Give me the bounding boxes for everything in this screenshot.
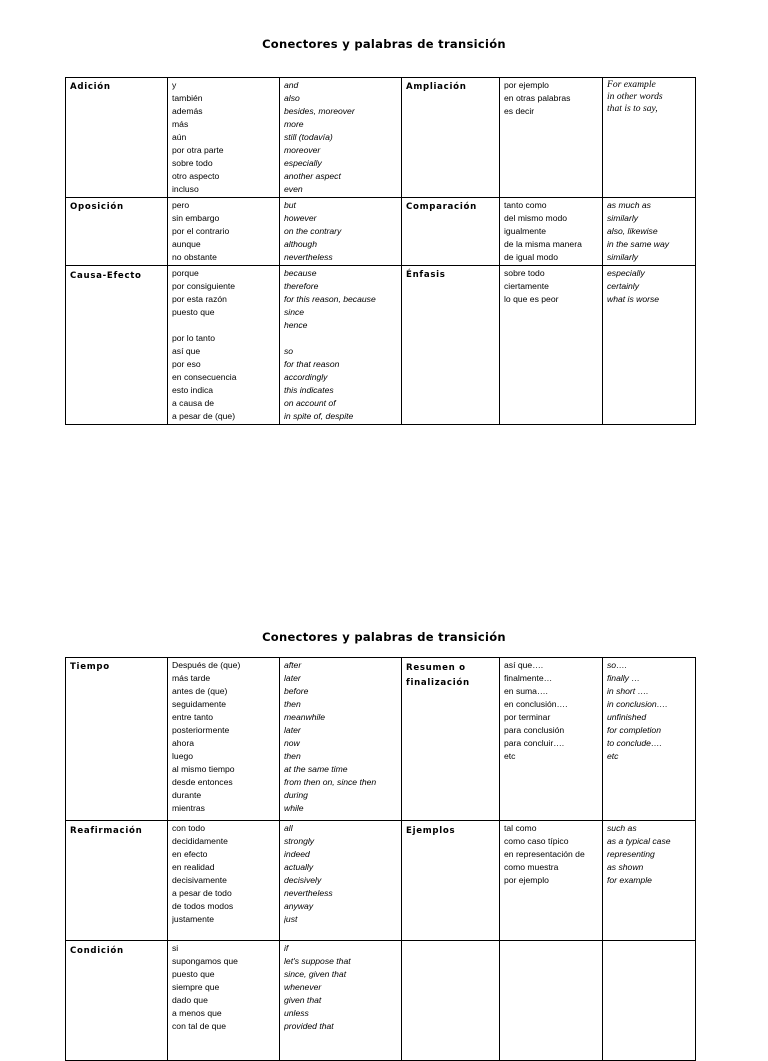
category-label: Énfasis (402, 266, 500, 425)
term-line: para concluir…. (504, 738, 565, 748)
term-line: then (284, 751, 301, 761)
term-line: similarly (607, 252, 639, 262)
term-line: de todos modos (172, 901, 234, 911)
term-line: entre tanto (172, 712, 214, 722)
category-label: Ampliación (402, 78, 500, 198)
term-line: still (todavía) (284, 132, 333, 142)
term-line: en representación de (504, 849, 585, 859)
term-line: etc (607, 751, 619, 761)
term-line: por terminar (504, 712, 551, 722)
term-line: certainly (607, 281, 639, 291)
english-terms (603, 658, 696, 821)
term-line: another aspect (284, 171, 341, 181)
term-line: de la misma manera (504, 239, 582, 249)
table-row (66, 821, 696, 941)
term-line: en consecuencia (172, 372, 237, 382)
term-line: puesto que (172, 969, 215, 979)
term-line: luego (172, 751, 194, 761)
term-line: también (172, 93, 203, 103)
term-line: a pesar de (que) (172, 411, 236, 421)
term-line: provided that (284, 1021, 334, 1031)
term-line: besides, moreover (284, 106, 355, 116)
category-label: Comparación (402, 198, 500, 266)
english-terms (280, 78, 402, 198)
term-line: como caso típico (504, 836, 569, 846)
category-label: Oposición (66, 198, 168, 266)
term-line: siempre que (172, 982, 220, 992)
term-line: after (284, 660, 302, 670)
term-line: por consiguiente (172, 281, 236, 291)
term-line: pero (172, 200, 190, 210)
term-line: meanwhile (284, 712, 326, 722)
term-line: such as (607, 823, 637, 833)
term-line: on the contrary (284, 226, 342, 236)
term-line: especially (284, 158, 322, 168)
term-line: finally … (607, 673, 640, 683)
term-line: y (172, 80, 177, 90)
term-line: because (284, 268, 317, 278)
term-line: as much as (607, 200, 651, 210)
term-line: porque (172, 268, 199, 278)
english-terms (603, 821, 696, 941)
term-line: For example (607, 79, 656, 90)
spanish-terms (500, 658, 603, 821)
term-line: just (284, 914, 298, 924)
term-line: in conclusion…. (607, 699, 668, 709)
term-line: unless (284, 1008, 309, 1018)
term-line: más (172, 119, 189, 129)
term-line: en realidad (172, 862, 215, 872)
term-line: aún (172, 132, 187, 142)
term-line: con tal de que (172, 1021, 226, 1031)
term-line: strongly (284, 836, 315, 846)
term-line: en otras palabras (504, 93, 571, 103)
english-terms (280, 198, 402, 266)
term-line: incluso (172, 184, 199, 194)
term-line: por el contrario (172, 226, 230, 236)
table-row (66, 658, 696, 821)
category-label: Reafirmación (66, 821, 168, 941)
term-line: if (284, 943, 289, 953)
term-line: es decir (504, 106, 535, 116)
spanish-terms (168, 198, 280, 266)
term-line: ciertamente (504, 281, 549, 291)
term-line: posteriormente (172, 725, 230, 735)
table-row (66, 78, 696, 198)
term-line: esto indica (172, 385, 214, 395)
spanish-terms (500, 198, 603, 266)
category-label (402, 941, 500, 1061)
term-line: ahora (172, 738, 194, 748)
term-line: later (284, 673, 301, 683)
term-line: before (284, 686, 309, 696)
term-line: since (284, 307, 305, 317)
term-line: a pesar de todo (172, 888, 232, 898)
term-line: no obstante (172, 252, 217, 262)
category-label: Condición (66, 941, 168, 1061)
term-line: given that (284, 995, 322, 1005)
term-line: hence (284, 320, 308, 330)
section-title: Conectores y palabras de transición (262, 37, 506, 51)
term-line: even (284, 184, 303, 194)
term-line: whenever (284, 982, 322, 992)
spanish-terms (500, 266, 603, 425)
term-line: decisivamente (172, 875, 227, 885)
connectors-table (65, 77, 696, 425)
term-line: representing (607, 849, 655, 859)
term-line: in other words (607, 91, 663, 102)
term-line: accordingly (284, 372, 328, 382)
term-line: all (284, 823, 293, 833)
term-line: but (284, 200, 296, 210)
term-line: a causa de (172, 398, 215, 408)
term-line: as shown (607, 862, 644, 872)
term-line: especially (607, 268, 645, 278)
term-line: similarly (607, 213, 639, 223)
term-line: for completion (607, 725, 661, 735)
term-line: while (284, 803, 304, 813)
term-line: si (172, 943, 179, 953)
term-line: otro aspecto (172, 171, 220, 181)
term-line: anyway (284, 901, 314, 911)
term-line: como muestra (504, 862, 559, 872)
term-line: nevertheless (284, 888, 333, 898)
term-line: unfinished (607, 712, 647, 722)
term-line: from then on, since then (284, 777, 377, 787)
term-line: decididamente (172, 836, 228, 846)
english-terms (280, 941, 402, 1061)
term-line: for example (607, 875, 652, 885)
term-line: and (284, 80, 299, 90)
category-label: Tiempo (66, 658, 168, 821)
term-line: sin embargo (172, 213, 220, 223)
term-line: durante (172, 790, 202, 800)
term-line: now (284, 738, 300, 748)
english-terms (280, 658, 402, 821)
term-line: finalmente… (504, 673, 553, 683)
term-line: en suma…. (504, 686, 548, 696)
term-line: decisively (284, 875, 322, 885)
term-line: on account of (284, 398, 336, 408)
table-row (66, 266, 696, 425)
term-line: en conclusión…. (504, 699, 568, 709)
term-line: Después de (que) (172, 660, 241, 670)
term-line (172, 319, 275, 332)
term-line: así que…. (504, 660, 544, 670)
english-terms (280, 266, 402, 425)
category-label: Adición (66, 78, 168, 198)
term-line: justamente (172, 914, 215, 924)
spanish-terms (168, 821, 280, 941)
term-line: más tarde (172, 673, 211, 683)
term-line: since, given that (284, 969, 347, 979)
term-line: así que (172, 346, 201, 356)
term-line: for this reason, because (284, 294, 376, 304)
english-terms (603, 266, 696, 425)
term-line: at the same time (284, 764, 348, 774)
term-line: desde entonces (172, 777, 233, 787)
spanish-terms (500, 78, 603, 198)
term-line: during (284, 790, 308, 800)
term-line: por ejemplo (504, 875, 549, 885)
term-line: to conclude…. (607, 738, 662, 748)
term-line: later (284, 725, 301, 735)
spanish-terms (168, 941, 280, 1061)
term-line: in the same way (607, 239, 670, 249)
spanish-terms (168, 266, 280, 425)
term-line: then (284, 699, 301, 709)
term-line: puesto que (172, 307, 215, 317)
category-label: Ejemplos (402, 821, 500, 941)
term-line: seguidamente (172, 699, 226, 709)
term-line: in spite of, despite (284, 411, 354, 421)
term-line: sobre todo (172, 158, 213, 168)
term-line: con todo (172, 823, 205, 833)
term-line: por esta razón (172, 294, 227, 304)
table-row (66, 941, 696, 1061)
term-line: a menos que (172, 1008, 222, 1018)
term-line: además (172, 106, 203, 116)
english-terms (280, 821, 402, 941)
term-line: por ejemplo (504, 80, 549, 90)
term-line: en efecto (172, 849, 208, 859)
english-terms (603, 941, 696, 1061)
term-line: por lo tanto (172, 333, 215, 343)
term-line: in short …. (607, 686, 649, 696)
term-line: sobre todo (504, 268, 545, 278)
term-line: del mismo modo (504, 213, 568, 223)
term-line: so (284, 346, 294, 356)
term-line: however (284, 213, 317, 223)
term-line: also (284, 93, 300, 103)
term-line: that is to say, (607, 103, 658, 114)
term-line: de igual modo (504, 252, 558, 262)
term-line: as a typical case (607, 836, 671, 846)
term-line: nevertheless (284, 252, 333, 262)
term-line (284, 332, 397, 345)
term-line: lo que es peor (504, 294, 559, 304)
term-line: aunque (172, 239, 201, 249)
term-line: supongamos que (172, 956, 238, 966)
spanish-terms (500, 821, 603, 941)
term-line: moreover (284, 145, 321, 155)
term-line: for that reason (284, 359, 340, 369)
spanish-terms (168, 78, 280, 198)
term-line: por eso (172, 359, 201, 369)
term-line: mientras (172, 803, 205, 813)
term-line: igualmente (504, 226, 547, 236)
term-line: etc (504, 751, 516, 761)
term-line: dado que (172, 995, 208, 1005)
term-line: por otra parte (172, 145, 224, 155)
term-line: so…. (607, 660, 628, 670)
term-line: actually (284, 862, 314, 872)
term-line: para conclusión (504, 725, 565, 735)
term-line: al mismo tiempo (172, 764, 235, 774)
term-line: what is worse (607, 294, 660, 304)
category-label: Resumen o finalización (402, 658, 500, 821)
section-title: Conectores y palabras de transición (262, 630, 506, 644)
term-line: this indicates (284, 385, 334, 395)
term-line: also, likewise (607, 226, 658, 236)
spanish-terms (168, 658, 280, 821)
term-line: tal como (504, 823, 537, 833)
table-row (66, 198, 696, 266)
term-line: more (284, 119, 304, 129)
term-line: therefore (284, 281, 319, 291)
term-line: antes de (que) (172, 686, 228, 696)
spanish-terms (500, 941, 603, 1061)
term-line: let's suppose that (284, 956, 351, 966)
connectors-table (65, 657, 696, 1061)
term-line: although (284, 239, 317, 249)
english-terms (603, 78, 696, 198)
english-terms (603, 198, 696, 266)
term-line: tanto como (504, 200, 547, 210)
term-line: indeed (284, 849, 310, 859)
category-label: Causa-Efecto (66, 266, 168, 425)
